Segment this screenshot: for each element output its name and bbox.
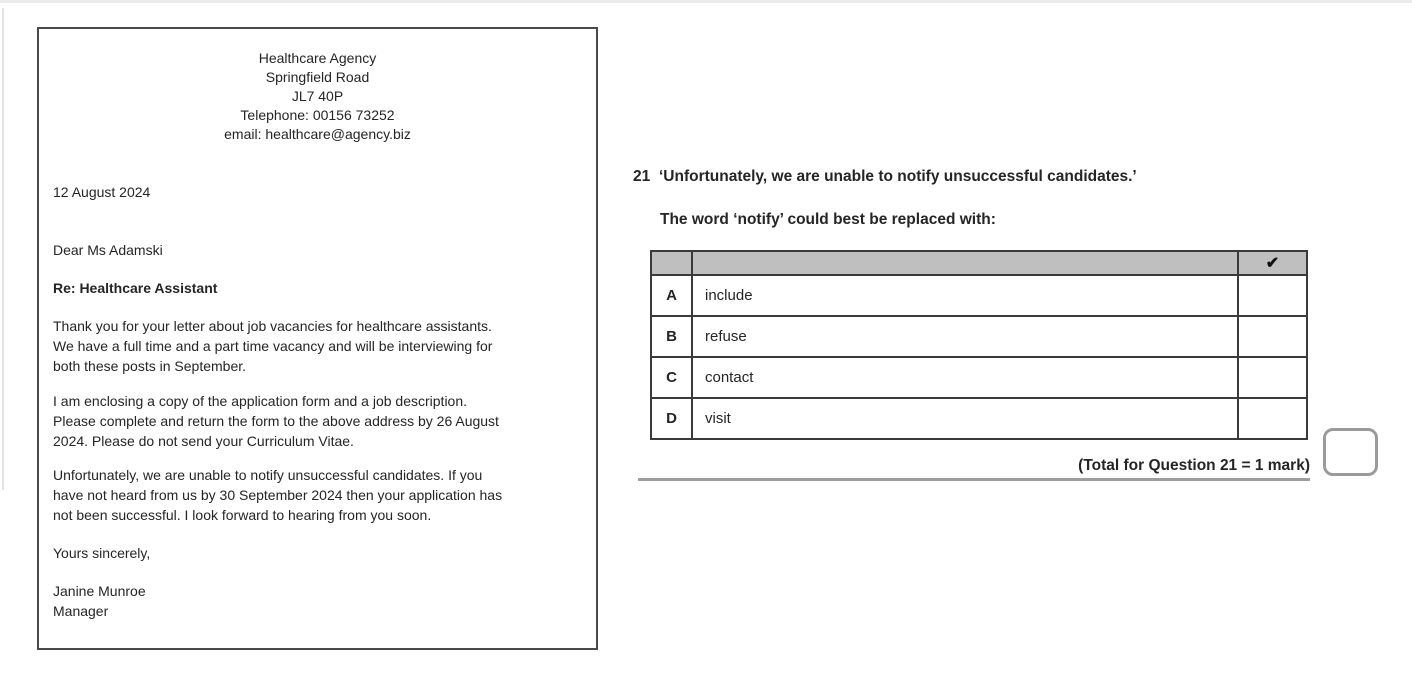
option-text: refuse xyxy=(692,316,1238,357)
question-prompt: The word ‘notify’ could best be replaced with: xyxy=(660,211,996,228)
letter-postcode: JL7 40P xyxy=(291,88,344,104)
letter-street: Springfield Road xyxy=(265,69,370,85)
paragraph-line: have not heard from us by 30 September 2024 then your application has xyxy=(53,487,503,503)
header-word-cell xyxy=(692,251,1238,275)
page-top-edge-line xyxy=(0,0,1412,3)
answer-tick-cell-c[interactable] xyxy=(1238,357,1307,398)
paragraph-line: 2024. Please do not send your Curriculum Vitae. xyxy=(53,433,354,449)
letter-signature-name: Janine Munroe xyxy=(53,583,146,599)
letter-email: email: healthcare@agency.biz xyxy=(224,126,411,142)
answer-table-header-row xyxy=(651,251,1307,275)
letter-organization: Healthcare Agency xyxy=(258,50,377,66)
letter-telephone: Telephone: 00156 73252 xyxy=(240,107,395,123)
answer-options-table xyxy=(650,250,1308,440)
letter-header-address xyxy=(53,49,582,144)
option-letter: A xyxy=(651,275,692,316)
answer-tick-cell-a[interactable] xyxy=(1238,275,1307,316)
option-text: visit xyxy=(692,398,1238,439)
option-letter: D xyxy=(651,398,692,439)
page-left-edge-line xyxy=(2,8,4,490)
answer-row-a xyxy=(651,275,1307,316)
answer-row-b xyxy=(651,316,1307,357)
answer-tick-cell-b[interactable] xyxy=(1238,316,1307,357)
letter-paragraph-3 xyxy=(53,465,582,525)
paragraph-line: Unfortunately, we are unable to notify unsuccessful candidates. If you xyxy=(53,467,483,483)
answer-row-c xyxy=(651,357,1307,398)
question-number: 21 xyxy=(633,168,651,185)
letter-document xyxy=(37,27,598,650)
letter-signature-title: Manager xyxy=(53,603,109,619)
paragraph-line: We have a full time and a part time vacancy and will be interviewing for xyxy=(53,338,493,354)
paragraph-line: I am enclosing a copy of the application form and a job description. xyxy=(53,393,468,409)
letter-paragraph-1 xyxy=(53,316,582,376)
question-21 xyxy=(633,167,1333,187)
question-total-marks: (Total for Question 21 = 1 mark) xyxy=(1078,457,1310,474)
paragraph-line: both these posts in September. xyxy=(53,358,247,374)
letter-date: 12 August 2024 xyxy=(53,184,151,200)
answer-tick-cell-d[interactable] xyxy=(1238,398,1307,439)
option-letter: C xyxy=(651,357,692,398)
paragraph-line: Please complete and return the form to the above address by 26 August xyxy=(53,413,499,429)
examiner-mark-box xyxy=(1323,428,1378,476)
option-text: contact xyxy=(692,357,1238,398)
answer-row-d xyxy=(651,398,1307,439)
header-check-cell xyxy=(1238,251,1307,275)
letter-closing: Yours sincerely, xyxy=(53,545,151,561)
option-letter: B xyxy=(651,316,692,357)
option-text: include xyxy=(692,275,1238,316)
question-divider-rule xyxy=(638,478,1310,481)
letter-salutation: Dear Ms Adamski xyxy=(53,242,163,258)
letter-signature-block xyxy=(53,581,582,621)
paragraph-line: not been successful. I look forward to hearing from you soon. xyxy=(53,507,432,523)
header-letter-cell xyxy=(651,251,692,275)
letter-subject-line: Re: Healthcare Assistant xyxy=(53,280,218,296)
paragraph-line: Thank you for your letter about job vacancies for healthcare assistants. xyxy=(53,318,492,334)
checkmark-icon: ✔ xyxy=(1265,255,1280,272)
letter-paragraph-2 xyxy=(53,391,582,451)
question-quote-text: ‘Unfortunately, we are unable to notify unsuccessful candidates.’ xyxy=(659,168,1137,185)
